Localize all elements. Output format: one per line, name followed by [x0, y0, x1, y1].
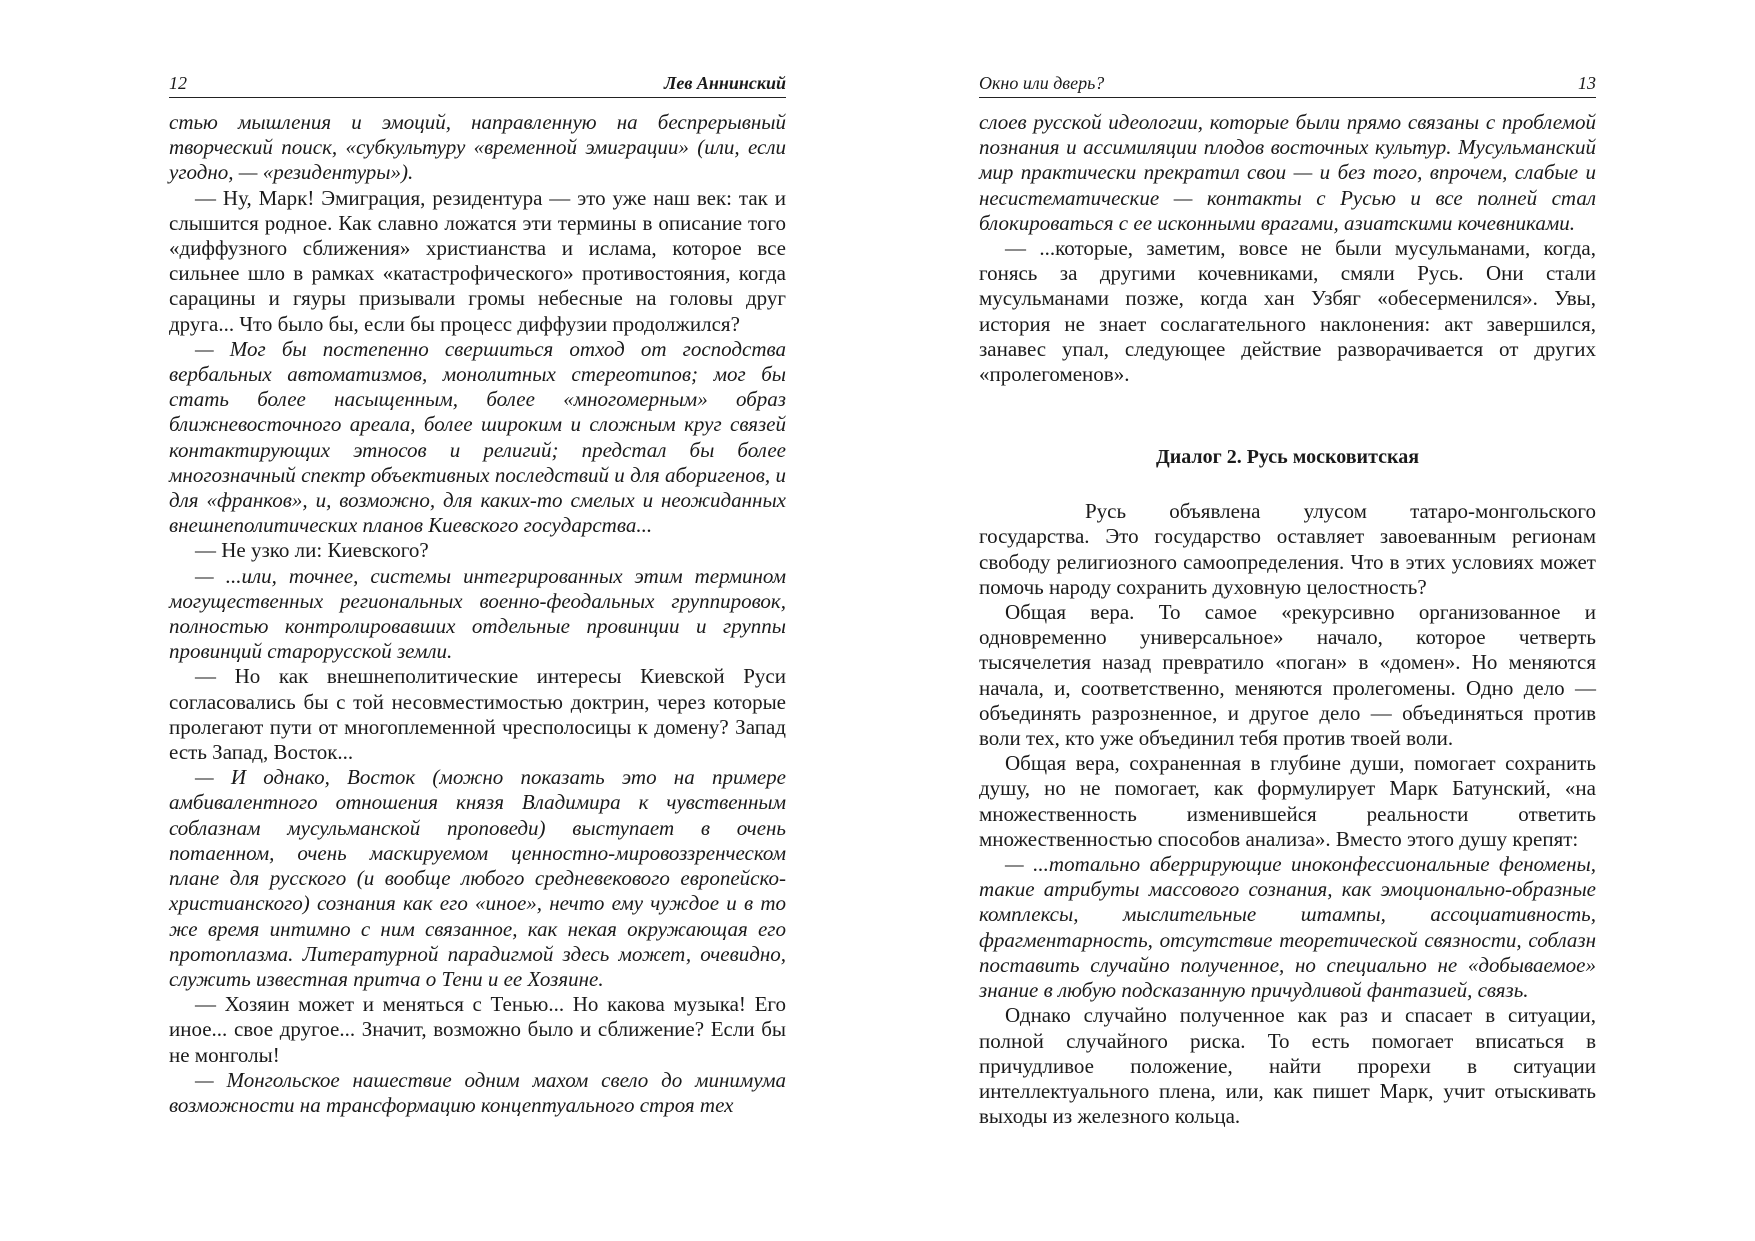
paragraph: — Монгольское нашествие одним махом свело до минимума возможности на трансформацию концептуального строя тех: [169, 1067, 786, 1117]
paragraph: — И однако, Восток (можно показать это на примере амбивалентного отношения князя Владимира к чувственным соблазнам мусульманской проповеди) выступает в очень потаенном, очень маскируемом ценностно-мировоззренческом плане для русского (и вообще любого средневекового европейско-христианского) сознания как его «иное», нечто ему чуждое и в то же время интимно с ним связанное, как некая окружающая его протоплазма. Литературной парадигмой здесь может, очевидно, служить известная притча о Тени и ее Хозяине.: [169, 765, 786, 991]
paragraph: — Но как внешнеполитические интересы Киевской Руси согласовались бы с той несовместимостью доктрин, через которые пролегают пути от многоплеменной чресполосицы к домену? Запад есть Запад, Восток...: [169, 664, 786, 765]
paragraph: — ...тотально аберрирующие иноконфессиональные феномены, такие атрибуты массового сознания, как эмоционально-образные комплексы, мыслительные штампы, ассоциативность, фрагментарность, отсутствие теоретической связности, соблазн поставить случайно полученное, но специально не «добываемое» знание в любую подсказанную причудливой фантазией, связь.: [979, 852, 1596, 1003]
left-page-body: [169, 110, 786, 1118]
left-page: [169, 66, 786, 1118]
paragraph: — Не узко ли: Киевского?: [195, 538, 429, 563]
page-number: 13: [1578, 73, 1596, 93]
paragraph: Общая вера. То самое «рекурсивно организованное и одновременно универсальное» начало, которое четверть тысячелетия назад превратило «поган» в «домен». Но меняются начала, и, соответственно, меняются пролегомены. Одно дело — объединять разрозненное, и другое дело — объединяться против воли тех, кто уже объединил тебя против твоей воли.: [979, 600, 1596, 751]
left-page-header: [169, 66, 786, 98]
paragraph: — Мог бы постепенно свершиться отход от господства вербальных автоматизмов, монолитных стереотипов; мог бы стать более насыщенным, более «многомерным» образ ближневосточного ареала, более широким и сложным круг связей контактирующих этносов и религий; предстал бы более многозначный спектр объективных последствий и для аборигенов, и для «франков», и, возможно, для каких-то смелых и неожиданных внешнеполитических планов Киевского государства...: [169, 336, 786, 538]
paragraph: — ...или, точнее, системы интегрированных этим термином могущественных региональных военно-феодальных группировок, полностью контролировавших отдельные провинции и группы провинций старорусской земли.: [169, 563, 786, 664]
right-page-body: [979, 110, 1596, 1129]
paragraph: слоев русской идеологии, которые были прямо связаны с проблемой познания и ассимиляции плодов восточных культур. Мусульманский мир практически прекратил свои — и без того, впрочем, слабые и несистематические — контакты с Русью и все полней стал блокироваться с ее исконными врагами, азиатскими кочевниками.: [979, 110, 1596, 235]
section-heading: Диалог 2. Русь московитская: [1155, 446, 1420, 469]
running-head-author: Лев Аннинский: [663, 73, 786, 93]
paragraph: Однако случайно полученное как раз и спасает в ситуации, полной случайного риска. То есть помогает вписаться в причудливое положение, найти прорехи в ситуации интеллектуального плена, или, как пишет Марк, учит отыскивать выходы из железного кольца.: [979, 1003, 1596, 1129]
right-page: [979, 66, 1596, 1129]
paragraph: — ...которые, заметим, вовсе не были мусульманами, когда, гонясь за другими кочевниками, смяли Русь. Они стали мусульманами позже, когда хан Узбяг «обесерменился». Увы, история не знает сослагательного наклонения: акт завершился, занавес упал, следующее действие разворачивается от других «пролегоменов».: [979, 236, 1596, 387]
paragraph: Русь объявлена улусом татаро-монгольского государства. Это государство оставляет завоеванным регионам свободу религиозного самоопределения. Что в этих условиях может помочь народу сохранить духовную целостность?: [979, 499, 1596, 599]
paragraph: — Хозяин может и меняться с Тенью... Но какова музыка! Его иное... свое другое... Значит, возможно было и сближение? Если бы не монголы!: [169, 992, 786, 1067]
right-page-header: [979, 66, 1596, 98]
running-head-title: Окно или дверь?: [979, 73, 1105, 93]
paragraph: — Ну, Марк! Эмиграция, резидентура — это уже наш век: так и слышится родное. Как славно ложатся эти термины в описание того «диффузного сближения» христианства и ислама, которое все сильнее шло в рамках «катастрофического» противостояния, когда сарацины и гяуры призывали громы небесные на головы друг друга... Что было бы, если бы процесс диффузии продолжился?: [169, 185, 786, 336]
page-number: 12: [169, 73, 187, 93]
paragraph: стью мышления и эмоций, направленную на беспрерывный творческий поиск, «субкультуру «временной эмиграции» (или, если угодно, — «резидентуры»).: [169, 110, 786, 185]
paragraph: Общая вера, сохраненная в глубине души, помогает сохранить душу, но не помогает, как формулирует Марк Батунский, «на множественность изменившейся реальности ответить множественностью способов анализа». Вместо этого душу крепят:: [979, 751, 1596, 851]
